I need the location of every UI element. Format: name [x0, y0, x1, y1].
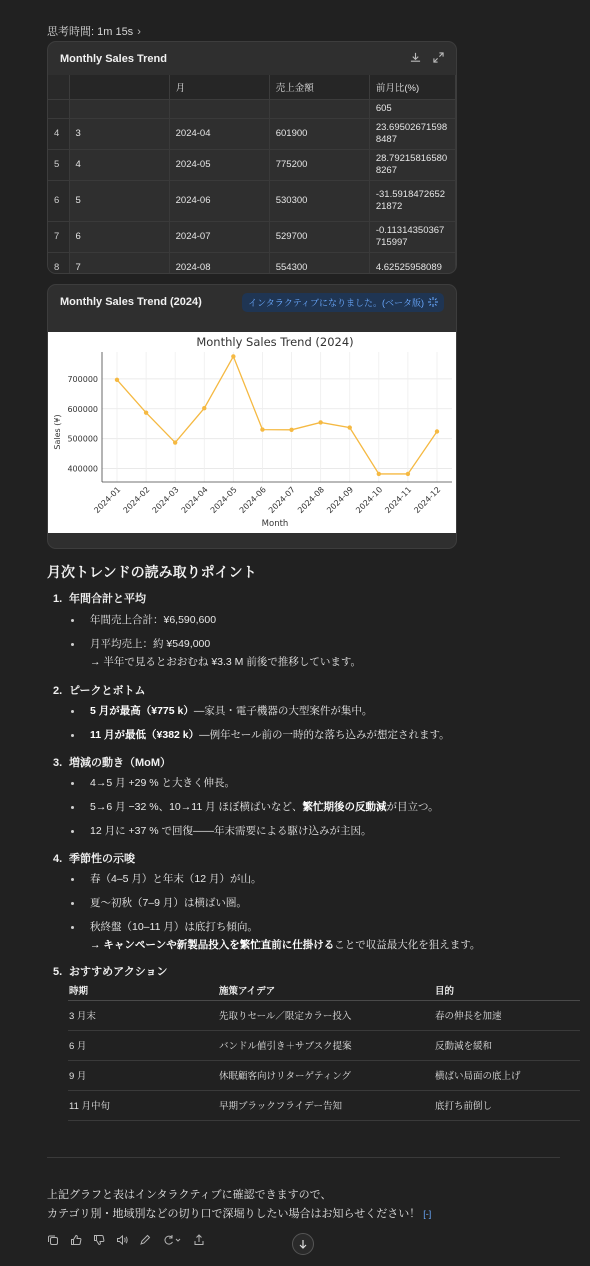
table-cell: 11 月中旬	[68, 1090, 218, 1120]
speaker-icon[interactable]	[116, 1234, 128, 1246]
y-tick-label: 400000	[67, 464, 98, 474]
action-col-idea: 施策アイデア	[218, 980, 434, 1000]
action-col-purpose: 目的	[434, 980, 580, 1000]
table-cell: 2024-04	[169, 118, 269, 149]
section-title-1: 1. 年間合計と平均	[53, 593, 146, 605]
table-cell: 6 月	[68, 1030, 218, 1060]
chart-title: Monthly Sales Trend (2024)	[196, 335, 354, 349]
data-point	[202, 406, 206, 410]
data-point	[406, 472, 410, 476]
table-row[interactable]	[48, 118, 456, 149]
action-col-period: 時期	[68, 980, 218, 1000]
list-item: 年間売上合計：¥6,590,600	[72, 611, 216, 629]
table-cell: 反動減を緩和	[434, 1030, 580, 1060]
list-item: 夏〜初秋（7–9 月）は横ばい圏。	[72, 894, 247, 912]
data-point	[115, 378, 119, 382]
table-card-title: Monthly Sales Trend	[60, 52, 167, 65]
chart-xlabel: Month	[261, 519, 289, 529]
table-cell: 529700	[269, 221, 369, 252]
table-cell: 2024-07	[169, 221, 269, 252]
copy-icon[interactable]	[47, 1234, 59, 1246]
y-tick-label: 700000	[67, 374, 98, 384]
section-title-5: 5. おすすめアクション	[53, 966, 168, 978]
data-point	[231, 354, 235, 358]
list-item: 12 月に +37 % で回復——年末需要による駆け込みが主因。	[72, 822, 372, 840]
x-tick-label: 2024-06	[237, 485, 268, 516]
closing-message: 上記グラフと表はインタラクティブに確認できますので、 カテゴリ別・地域別などの切り口で深堀りしたい場合はお知らせください！ [-]	[47, 1189, 432, 1220]
beta-badge-label: インタラクティブになりました。(ベータ版)	[248, 297, 424, 308]
list-item: 秋終盤（10–11 月）は底打ち傾向。 → キャンペーンや新製品投入を繁忙直前に仕掛けることで収益最大化を狙えます。	[72, 918, 480, 954]
table-cell: 4	[48, 118, 69, 149]
table-cell: 2024-06	[169, 180, 269, 221]
table-row[interactable]	[48, 180, 456, 221]
col-header-month[interactable]: 月	[169, 75, 269, 99]
table-cell: 605	[369, 99, 455, 118]
thumbs-up-icon[interactable]	[70, 1234, 82, 1246]
sparkle-icon	[428, 297, 438, 307]
table-cell: 5	[48, 149, 69, 180]
chart-card-header	[48, 285, 456, 319]
table-card-header	[48, 42, 456, 75]
col-header-index	[48, 75, 69, 99]
table-row	[68, 1030, 580, 1060]
table-cell: 休眠顧客向けリターゲティング	[218, 1060, 434, 1090]
table-cell: 底打ち前倒し	[434, 1090, 580, 1120]
y-tick-label: 600000	[67, 404, 98, 414]
section-title-3: 3. 増減の動き（MoM）	[53, 757, 172, 769]
table-row[interactable]	[48, 221, 456, 252]
list-item: 11 月が最低（¥382 k）—例年セール前の一時的な落ち込みが想定されます。	[72, 726, 450, 744]
table-cell: 6	[69, 221, 169, 252]
x-tick-label: 2024-02	[121, 485, 152, 516]
table-cell: 2024-05	[169, 149, 269, 180]
data-point	[173, 440, 177, 444]
table-cell: 8	[48, 252, 69, 274]
table-row[interactable]	[48, 252, 456, 274]
chart-card	[47, 284, 457, 549]
list-item: 月平均売上：約 ¥549,000 → 半年で見るとおおむね ¥3.3 M 前後で推移しています。	[72, 635, 361, 671]
section-title-4: 4. 季節性の示唆	[53, 853, 135, 865]
table-row	[68, 1060, 580, 1090]
table-row	[68, 1090, 580, 1120]
table-cell: 春の伸長を加速	[434, 1000, 580, 1030]
x-tick-label: 2024-01	[92, 485, 123, 516]
table-cell: 3	[69, 118, 169, 149]
table-row[interactable]	[48, 149, 456, 180]
table-cell: バンドル値引き＋サブスク提案	[218, 1030, 434, 1060]
table-card	[47, 41, 457, 274]
arrow-down-icon	[298, 1239, 308, 1249]
table-cell: 先取りセール／限定カラー投入	[218, 1000, 434, 1030]
y-tick-label: 500000	[67, 434, 98, 444]
table-row	[68, 1000, 580, 1030]
table-cell: 7	[69, 252, 169, 274]
table-cell: 4	[69, 149, 169, 180]
x-tick-label: 2024-05	[208, 485, 239, 516]
x-tick-label: 2024-10	[354, 485, 385, 516]
table-cell: 横ばい局面の底上げ	[434, 1060, 580, 1090]
line-chart[interactable]	[48, 332, 457, 533]
data-point	[289, 428, 293, 432]
chart-ylabel: Sales (¥)	[53, 414, 62, 450]
citation-icon[interactable]: [-]	[423, 1209, 432, 1219]
list-item: 5 月が最高（¥775 k）—家具・電子機器の大型案件が集中。	[72, 702, 372, 720]
chart-card-title: Monthly Sales Trend (2024)	[60, 296, 202, 308]
table-cell: 6	[48, 180, 69, 221]
download-icon[interactable]	[410, 52, 421, 66]
data-point	[318, 420, 322, 424]
table-cell: 775200	[269, 149, 369, 180]
data-point	[260, 427, 264, 431]
list-item: 春（4–5 月）と年末（12 月）が山。	[72, 870, 262, 888]
table-cell: 601900	[269, 118, 369, 149]
x-tick-label: 2024-04	[179, 485, 210, 516]
x-tick-label: 2024-03	[150, 485, 181, 516]
thinking-label: 思考時間: 1m 15s	[47, 26, 134, 38]
table-cell: -0.11314350367715997	[369, 221, 455, 252]
share-icon[interactable]	[193, 1234, 205, 1246]
x-tick-label: 2024-09	[325, 485, 356, 516]
table-cell: 23.695026715988487	[369, 118, 455, 149]
table-cell: -31.591847265221872	[369, 180, 455, 221]
chevron-right-icon: ›	[137, 26, 141, 38]
table-cell: 554300	[269, 252, 369, 274]
thumbs-down-icon[interactable]	[93, 1234, 105, 1246]
table-cell: 9 月	[68, 1060, 218, 1090]
col-header-n	[69, 75, 169, 99]
x-tick-label: 2024-11	[383, 485, 414, 516]
regenerate-icon[interactable]	[162, 1234, 182, 1246]
section-title-2: 2. ピークとボトム	[53, 685, 146, 697]
action-table	[68, 980, 580, 1121]
list-item: 4→5 月 +29 % と大きく伸長。	[72, 774, 235, 792]
list-item: 5→6 月 −32 %、10→11 月 ほぼ横ばいなど、繁忙期後の反動減が目立つ。	[72, 798, 439, 816]
scroll-down-button[interactable]	[292, 1233, 314, 1255]
sales-table[interactable]	[48, 75, 456, 274]
message-actions	[47, 1234, 205, 1246]
table-cell: 28.792158165808267	[369, 149, 455, 180]
series-line	[117, 356, 437, 474]
table-row	[48, 99, 456, 118]
data-point	[435, 429, 439, 433]
edit-canvas-icon[interactable]	[139, 1234, 151, 1246]
table-cell: 早期ブラックフライデー告知	[218, 1090, 434, 1120]
table-cell: 2024-08	[169, 252, 269, 274]
table-cell: 7	[48, 221, 69, 252]
col-header-sales[interactable]: 売上金額	[269, 75, 369, 99]
x-tick-label: 2024-12	[412, 485, 443, 516]
interactive-beta-badge[interactable]	[242, 293, 444, 312]
divider	[47, 1157, 560, 1158]
data-point	[377, 472, 381, 476]
data-point	[348, 425, 352, 429]
table-cell: 3 月末	[68, 1000, 218, 1030]
table-cell: 4.62525958089	[369, 252, 455, 274]
thinking-duration[interactable]	[47, 23, 141, 39]
x-tick-label: 2024-08	[296, 485, 327, 516]
section-heading: 月次トレンドの読み取りポイント	[47, 564, 257, 580]
x-tick-label: 2024-07	[266, 485, 297, 516]
expand-icon[interactable]	[433, 52, 444, 66]
table-cell: 5	[69, 180, 169, 221]
col-header-pct[interactable]: 前月比(%)	[369, 75, 455, 99]
data-point	[144, 410, 148, 414]
table-cell: 530300	[269, 180, 369, 221]
